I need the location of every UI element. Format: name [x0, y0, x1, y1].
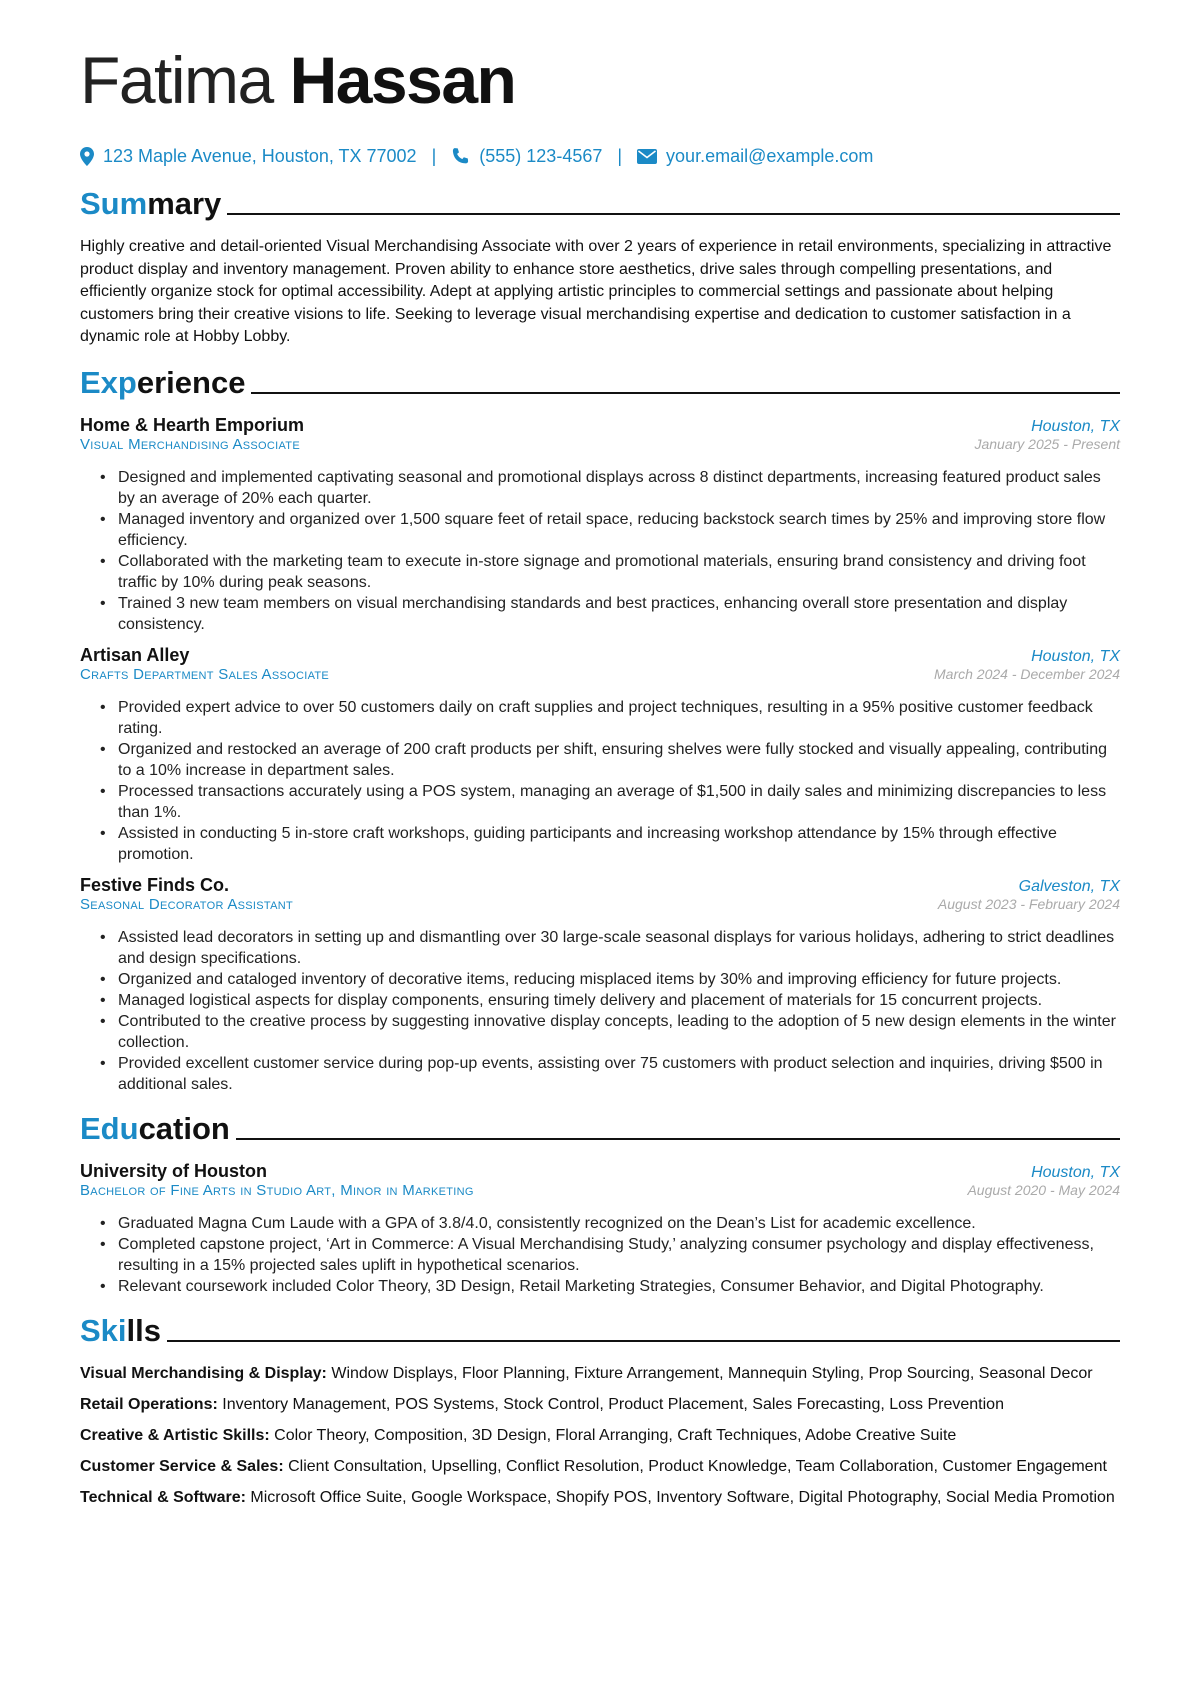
education-bullets — [80, 1213, 1120, 1297]
candidate-name — [80, 38, 1120, 122]
skill-category: Visual Merchandising & Display: — [80, 1364, 327, 1382]
school-location: Houston, TX — [1031, 1163, 1120, 1181]
education-entry — [80, 1161, 1120, 1297]
bullet-item: • Contributed to the creative process by suggesting innovative display concepts, leading to the adoption of 5 new design elements in the winter collection. — [118, 1011, 1120, 1053]
bullet-item: • Organized and cataloged inventory of decorative items, reducing misplaced items by 30% and improving efficiency for future projects. — [118, 969, 1120, 990]
skill-items: Window Displays, Floor Planning, Fixture Arrangement, Mannequin Styling, Prop Sourcing, Seasonal Decor — [331, 1364, 1093, 1382]
skill-group — [80, 1363, 1120, 1385]
phone-icon — [451, 147, 470, 166]
education-dates: August 2020 - May 2024 — [967, 1181, 1120, 1198]
skill-items: Inventory Management, POS Systems, Stock Control, Product Placement, Sales Forecasting, Loss Prevention — [222, 1395, 1004, 1413]
section-title-accent: Sum — [80, 186, 148, 221]
section-rule — [251, 392, 1120, 394]
job-dates: August 2023 - February 2024 — [937, 895, 1120, 912]
phone-text: (555) 123-4567 — [479, 145, 603, 166]
job-location: Houston, TX — [1031, 417, 1120, 435]
job-bullets — [80, 927, 1120, 1095]
section-title-rest: cation — [138, 1110, 230, 1146]
experience-entry — [80, 875, 1120, 1095]
education-section-heading — [80, 1109, 1120, 1147]
job-location: Galveston, TX — [1018, 877, 1120, 895]
section-title — [80, 1111, 230, 1147]
bullet-item: • Assisted in conducting 5 in-store craft workshops, guiding participants and increasing workshop attendance by 15% through effective promotion. — [118, 823, 1120, 865]
email-item[interactable] — [637, 146, 873, 167]
job-title: Seasonal Decorator Assistant — [80, 895, 294, 913]
experience-entry — [80, 415, 1120, 635]
section-rule — [227, 213, 1120, 215]
bullet-item: • Completed capstone project, ‘Art in Commerce: A Visual Merchandising Study,’ analyzing consumer psychology and display effectiveness, resulting in a 15% projected sales uplift in hypothetical scenarios. — [118, 1234, 1120, 1276]
last-name: Hassan — [289, 43, 516, 117]
bullet-item: • Provided excellent customer service during pop-up events, assisting over 75 customers with product selection and inquiries, driving $500 in additional sales. — [118, 1053, 1120, 1095]
bullet-item: • Processed transactions accurately using a POS system, managing an average of $1,500 in daily sales and minimizing discrepancies to less than 1%. — [118, 781, 1120, 823]
job-location: Houston, TX — [1031, 647, 1120, 665]
job-bullets — [80, 697, 1120, 865]
section-title — [80, 186, 221, 222]
section-rule — [236, 1138, 1120, 1140]
section-title-rest: lls — [126, 1312, 161, 1348]
envelope-icon — [637, 149, 657, 164]
employer-name: Home & Hearth Emporium — [80, 414, 305, 435]
skills-list — [80, 1363, 1120, 1509]
contact-separator: | — [431, 145, 437, 166]
bullet-item: • Organized and restocked an average of 200 craft products per shift, ensuring shelves were fully stocked and visually appealing, contributing to a 10% increase in department sales. — [118, 739, 1120, 781]
section-title-accent: Exp — [80, 364, 137, 400]
job-title: Crafts Department Sales Associate — [80, 665, 330, 683]
map-marker-icon — [80, 147, 94, 166]
section-title-rest: mary — [147, 186, 222, 221]
phone-item — [451, 146, 602, 167]
skill-category: Customer Service & Sales: — [80, 1457, 284, 1475]
email-link[interactable]: your.email@example.com — [666, 145, 874, 166]
section-rule — [167, 1340, 1120, 1342]
skill-category: Creative & Artistic Skills: — [80, 1426, 270, 1444]
job-title: Visual Merchandising Associate — [80, 435, 300, 453]
contact-line — [80, 142, 1120, 170]
job-dates: January 2025 - Present — [974, 435, 1120, 452]
employer-name: Festive Finds Co. — [80, 874, 230, 895]
job-dates: March 2024 - December 2024 — [934, 665, 1120, 682]
skill-group — [80, 1394, 1120, 1416]
first-name: Fatima — [80, 43, 273, 117]
contact-separator: | — [617, 145, 623, 166]
experience-section-heading — [80, 363, 1120, 401]
skills-section-heading — [80, 1311, 1120, 1349]
experience-entry — [80, 645, 1120, 865]
bullet-item: • Collaborated with the marketing team to execute in-store signage and promotional materials, ensuring brand consistency and driving foot traffic by 10% during peak seasons. — [118, 551, 1120, 593]
section-title — [80, 1313, 161, 1349]
skill-items: Client Consultation, Upselling, Conflict Resolution, Product Knowledge, Team Collaboration, Customer Engagement — [288, 1457, 1107, 1475]
bullet-item: • Managed inventory and organized over 1,500 square feet of retail space, reducing backstock search times by 25% and improving store flow efficiency. — [118, 509, 1120, 551]
bullet-item: • Trained 3 new team members on visual merchandising standards and best practices, enhancing overall store presentation and display consistency. — [118, 593, 1120, 635]
skill-group — [80, 1487, 1120, 1509]
bullet-item: • Designed and implemented captivating seasonal and promotional displays across 8 distinct departments, increasing featured product sales by an average of 20% each quarter. — [118, 467, 1120, 509]
section-title — [80, 365, 245, 401]
summary-text: Highly creative and detail-oriented Visual Merchandising Associate with over 2 years of experience in retail environments, specializing in attractive product display and inventory management. Proven ability to enhance store aesthetics, drive sales through compelling presentations, and efficiently organize stock for optimal accessibility. Adept at applying artistic principles to commercial settings and passionate about helping customers bring their creative visions to life. Seeking to leverage visual merchandising expertise and dedication to customer satisfaction in a dynamic role at Hobby Lobby. — [80, 238, 1112, 345]
summary-section-heading — [80, 184, 1120, 222]
section-title-rest: erience — [136, 364, 246, 400]
skill-items: Color Theory, Composition, 3D Design, Floral Arranging, Craft Techniques, Adobe Creative Suite — [274, 1426, 957, 1444]
bullet-item: • Relevant coursework included Color Theory, 3D Design, Retail Marketing Strategies, Consumer Behavior, and Digital Photography. — [118, 1276, 1120, 1297]
address-item — [80, 146, 417, 167]
employer-name: Artisan Alley — [80, 644, 190, 665]
skill-group — [80, 1456, 1120, 1478]
address-text: 123 Maple Avenue, Houston, TX 77002 — [103, 145, 417, 166]
section-title-accent: Ski — [80, 1312, 127, 1348]
skill-category: Retail Operations: — [80, 1395, 218, 1413]
skill-items: Microsoft Office Suite, Google Workspace, Shopify POS, Inventory Software, Digital Photography, Social Media Promotion — [250, 1488, 1115, 1506]
school-name: University of Houston — [80, 1160, 268, 1181]
bullet-item: • Assisted lead decorators in setting up and dismantling over 30 large-scale seasonal displays for various holidays, adhering to strict deadlines and design specifications. — [118, 927, 1120, 969]
job-bullets — [80, 467, 1120, 635]
bullet-item: • Graduated Magna Cum Laude with a GPA of 3.8/4.0, consistently recognized on the Dean’s List for academic excellence. — [118, 1213, 1120, 1234]
resume-page — [80, 38, 1120, 1518]
section-title-accent: Edu — [80, 1110, 139, 1146]
bullet-item: • Provided expert advice to over 50 customers daily on craft supplies and project techniques, resulting in a 95% positive customer feedback rating. — [118, 697, 1120, 739]
skill-group — [80, 1425, 1120, 1447]
degree-title: Bachelor of Fine Arts in Studio Art, Minor in Marketing — [80, 1181, 474, 1199]
bullet-item: • Managed logistical aspects for display components, ensuring timely delivery and placement of materials for 15 concurrent projects. — [118, 990, 1120, 1011]
skill-category: Technical & Software: — [80, 1488, 246, 1506]
